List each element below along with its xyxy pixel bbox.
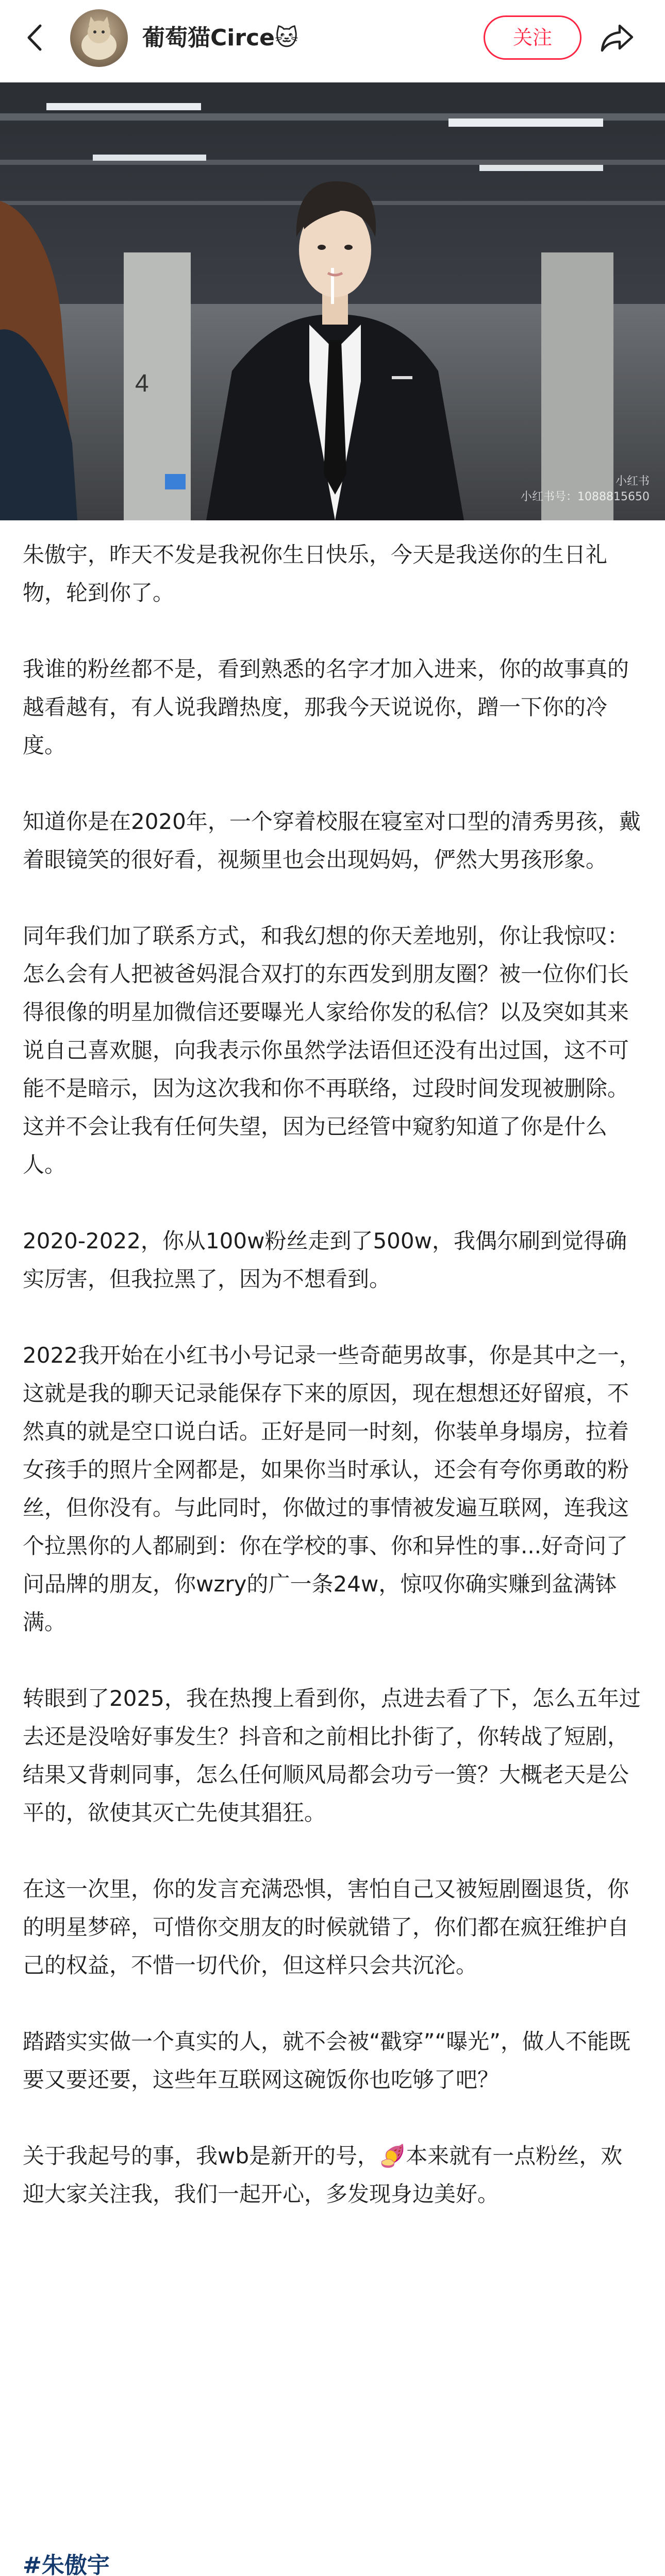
username[interactable]: 葡萄猫Circe🐱	[142, 25, 298, 51]
svg-text:4: 4	[135, 370, 149, 397]
photo-illustration	[0, 82, 665, 520]
share-arrow-icon[interactable]	[598, 19, 637, 58]
chevron-left-icon[interactable]	[18, 20, 54, 56]
post-paragraph: 关于我起号的事，我wb是新开的号，🍠本来就有一点粉丝，欢迎大家关注我，我们一起开心，多发现身边美好。	[23, 2143, 623, 2207]
post-paragraph: 知道你是在2020年，一个穿着校服在寝室对口型的清秀男孩，戴着眼镜笑的很好看，视频里也会出现妈妈，俨然大男孩形象。	[23, 809, 641, 872]
top-bar	[0, 0, 665, 82]
watermark-app: 小红书	[615, 475, 650, 488]
follow-button[interactable]: 关注	[484, 15, 581, 60]
hashtag-link[interactable]: #朱傲宇	[23, 2552, 110, 2576]
post-paragraph: 我谁的粉丝都不是，看到熟悉的名字才加入进来，你的故事真的越看越有，有人说我蹭热度，那我今天说说你，蹭一下你的冷度。	[23, 656, 629, 758]
post-paragraph: 2020-2022，你从100w粉丝走到了500w，我偶尔刷到觉得确实厉害，但我拉黑了，因为不想看到。	[23, 1228, 627, 1292]
post-paragraph: 踏踏实实做一个真实的人，就不会被“戳穿”“曝光”，做人不能既要又要还要，这些年互联网这碗饭你也吃够了吧？	[23, 2029, 631, 2092]
post-paragraph: 在这一次里，你的发言充满恐惧，害怕自己又被短剧圈退货，你的明星梦碎，可惜你交朋友的时候就错了，你们都在疯狂维护自己的权益，不惜一切代价，但这样只会共沉沦。	[23, 1876, 629, 1978]
post-paragraph: 2022我开始在小红书小号记录一些奇葩男故事，你是其中之一，这就是我的聊天记录能保存下来的原因，现在想想还好留痕，不然真的就是空口说白话。正好是同一时刻，你装单身塌房，拉着女孩手的照片全网都是，如果你当时承认，还会有夸你勇敢的粉丝，但你没有。与此同时，你做过的事情被发遍互联网，连我这个拉黑你的人都刷到：你在学校的事、你和异性的事...好奇问了问品牌的朋友，你wzry的广一条24w，惊叹你确实赚到盆满钵满。	[23, 1343, 641, 1635]
photo-watermark	[521, 474, 650, 505]
post-paragraph: 转眼到了2025，我在热搜上看到你，点进去看了下，怎么五年过去还是没啥好事发生？抖音和之前相比扑街了，你转战了短剧，结果又背刺同事，怎么任何顺风局都会功亏一篑？大概老天是公平的，欲使其灭亡先使其猖狂。	[23, 1686, 641, 1825]
avatar[interactable]	[70, 9, 128, 67]
post-paragraph: 朱傲宇，昨天不发是我祝你生日快乐，今天是我送你的生日礼物，轮到你了。	[23, 542, 608, 605]
watermark-id: 小红书号：1088815650	[521, 490, 650, 503]
post-paragraph: 同年我们加了联系方式，和我幻想的你天差地别，你让我惊叹：怎么会有人把被爸妈混合双打的东西发到朋友圈？被一位你们长得很像的明星加微信还要曝光人家给你发的私信？以及突如其来说自己喜欢腿，向我表示你虽然学法语但还没有出过国，这不可能不是暗示，因为这次我和你不再联络，过段时间发现被删除。这并不会让我有任何失望，因为已经管中窥豹知道了你是什么人。	[23, 923, 629, 1177]
post-body	[23, 536, 641, 2251]
post-photo[interactable]	[0, 82, 665, 520]
